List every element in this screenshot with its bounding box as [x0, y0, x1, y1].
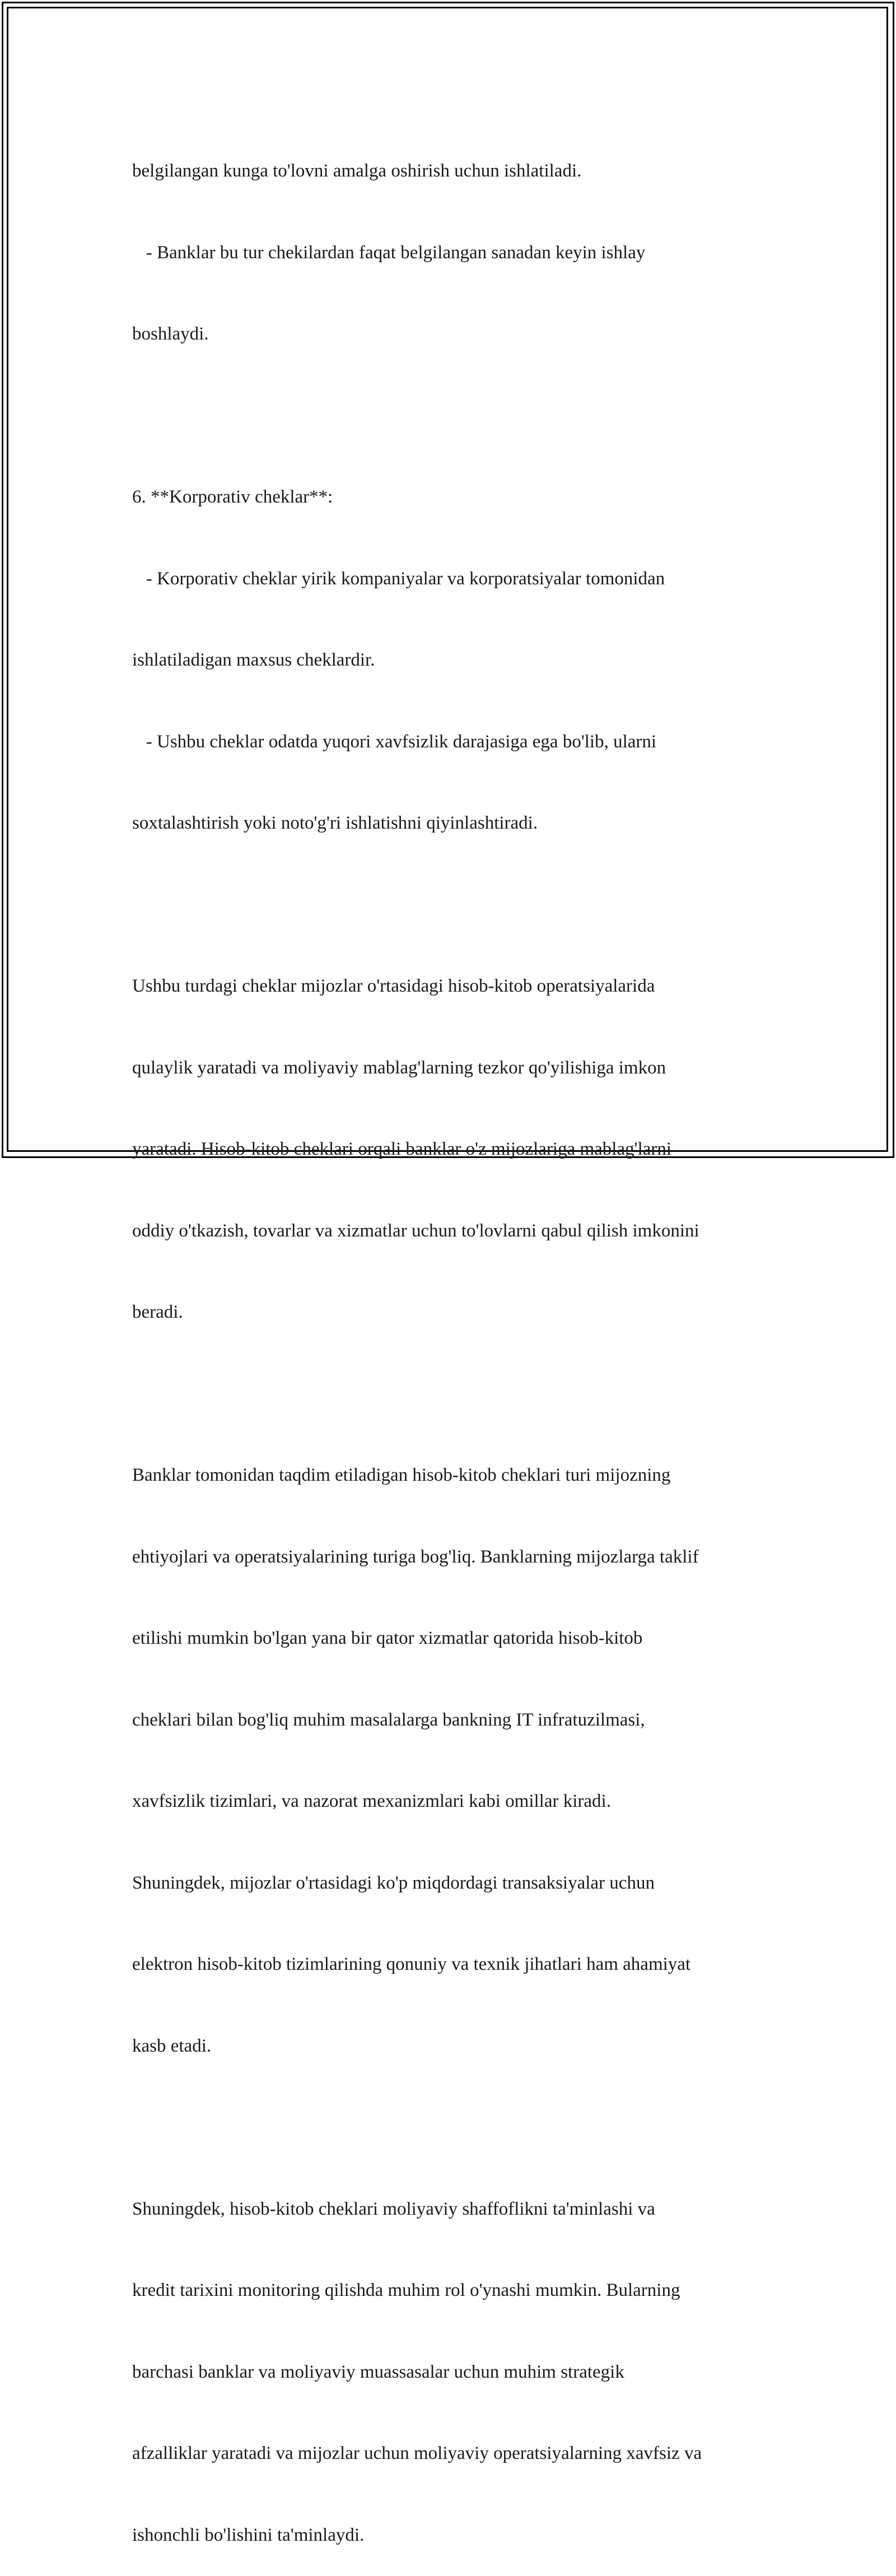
text-line: - Banklar bu tur chekilardan faqat belgilangan sanadan keyin ishlay: [132, 242, 646, 263]
text-line: Shuningdek, mijozlar o'rtasidagi ko'p miqdordagi transaksiyalar uchun: [132, 1872, 655, 1893]
text-line: etilishi mumkin bo'lgan yana bir qator xizmatlar qatorida hisob-kitob: [132, 1628, 643, 1648]
section-heading: 6. **Korporativ cheklar**:: [132, 487, 333, 507]
text-line: qulaylik yaratadi va moliyaviy mablag'larning tezkor qo'yilishiga imkon: [132, 1057, 666, 1078]
blank-line: [132, 1380, 776, 1408]
text-line: Ushbu turdagi cheklar mijozlar o'rtasidagi hisob-kitob operatsiyalarida: [132, 976, 655, 996]
text-line: cheklari bilan bog'liq muhim masalalarga bankning IT infratuzilmasi,: [132, 1709, 645, 1730]
text-line: Banklar tomonidan taqdim etiladigan hisob-kitob cheklari turi mijozning: [132, 1465, 671, 1485]
text-line: kredit tarixini monitoring qilishda muhim rol o'ynashi mumkin. Bularning: [132, 2280, 680, 2300]
text-line: boshlaydi.: [132, 324, 209, 344]
blank-line: [132, 402, 776, 430]
text-line: - Korporativ cheklar yirik kompaniyalar va korporatsiyalar tomonidan: [132, 568, 665, 589]
text-line: oddiy o'tkazish, tovarlar va xizmatlar uchun to'lovlarni qabul qilish imkonini: [132, 1220, 699, 1241]
text-line: elektron hisob-kitob tizimlarining qonuniy va texnik jihatlari ham ahamiyat: [132, 1954, 691, 1974]
text-line: xavfsizlik tizimlari, va nazorat mexanizmlari kabi omillar kiradi.: [132, 1791, 611, 1811]
text-line: yaratadi. Hisob-kitob cheklari orqali banklar o'z mijozlariga mablag'larni: [132, 1139, 672, 1159]
text-line: beradi.: [132, 1302, 183, 1322]
blank-line: [132, 891, 776, 919]
text-line: kasb etadi.: [132, 2035, 212, 2056]
text-line: soxtalashtirish yoki noto'g'ri ishlatishni qiyinlashtiradi.: [132, 813, 538, 833]
text-line: afzalliklar yaratadi va mijozlar uchun moliyaviy operatsiyalarning xavfsiz va: [132, 2443, 702, 2463]
text-line: ishonchli bo'lishini ta'minlaydi.: [132, 2524, 365, 2545]
text-line: ishlatiladigan maxsus cheklardir.: [132, 650, 375, 670]
text-line: belgilangan kunga to'lovni amalga oshirish uchun ishlatiladi.: [132, 161, 582, 181]
text-line: - Ushbu cheklar odatda yuqori xavfsizlik darajasiga ega bo'lib, ularni: [132, 731, 657, 752]
text-line: ehtiyojlari va operatsiyalarining turiga bog'liq. Banklarning mijozlarga taklif: [132, 1546, 699, 1567]
text-line: Shuningdek, hisob-kitob cheklari moliyaviy shaffoflikni ta'minlashi va: [132, 2198, 655, 2219]
document-body: [132, 103, 776, 2576]
blank-line: [132, 2114, 776, 2141]
text-line: barchasi banklar va moliyaviy muassasalar uchun muhim strategik: [132, 2361, 624, 2382]
